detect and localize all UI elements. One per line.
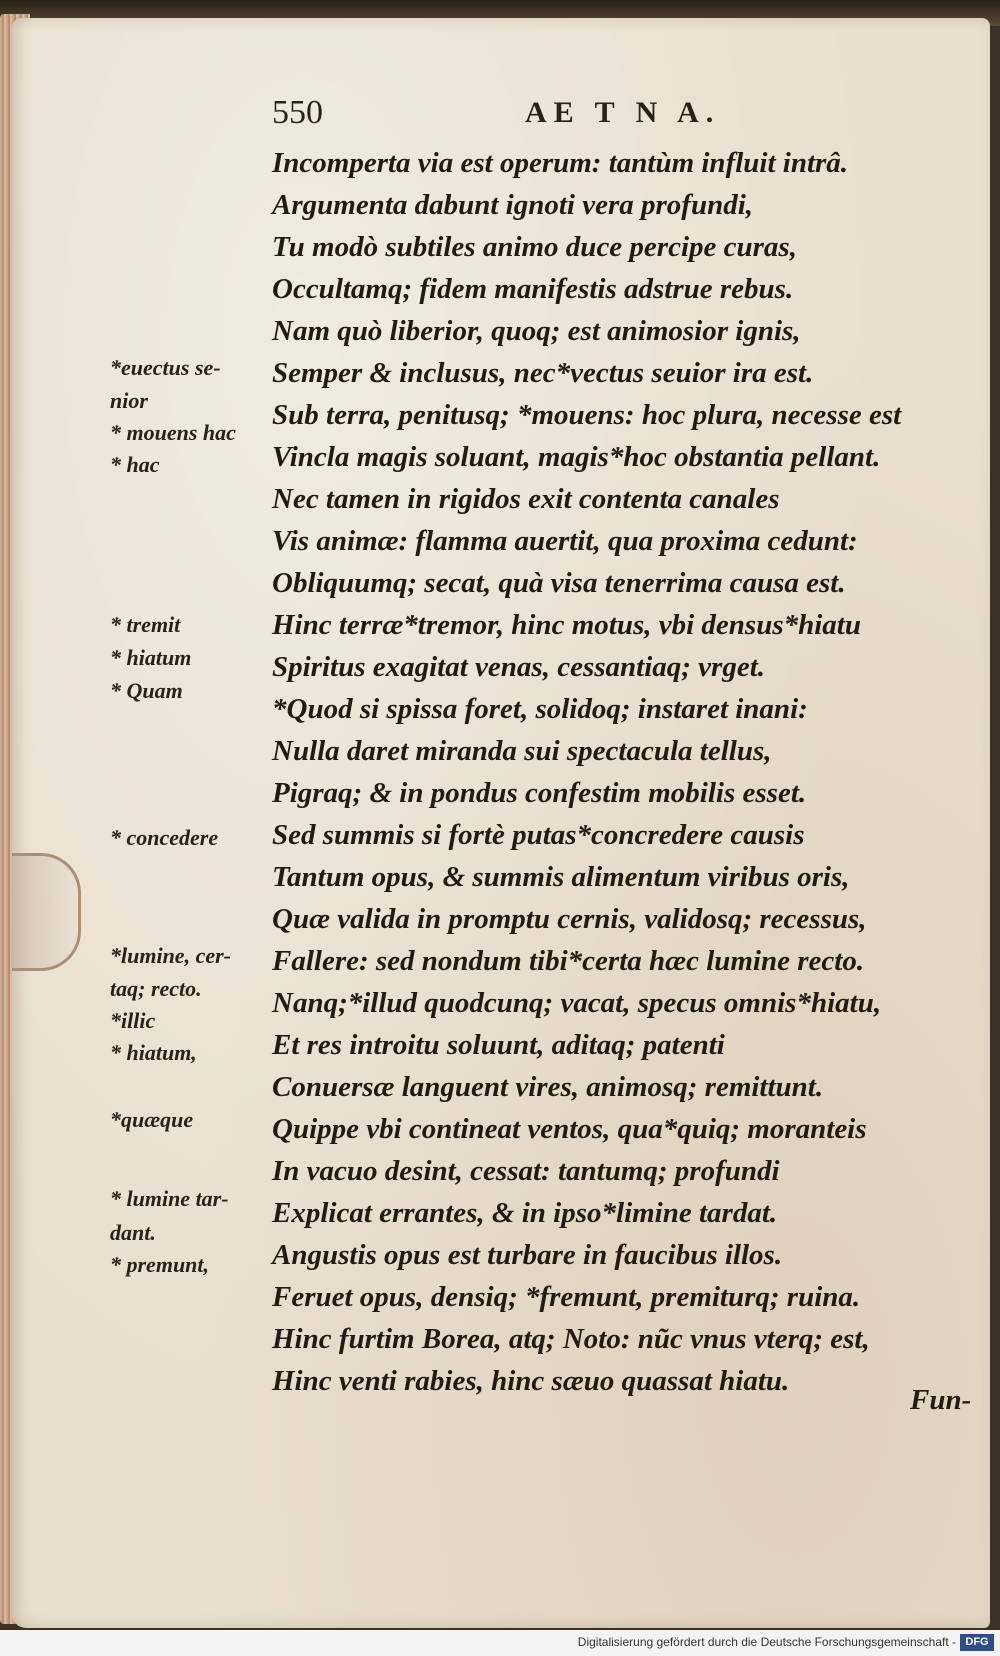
margin-note: *illic	[110, 1008, 156, 1033]
margin-note: * lumine tar-	[110, 1186, 229, 1211]
verse-line: Quæ valida in promptu cernis, validosq; recessus,	[272, 903, 867, 935]
margin-note: * Quam	[110, 678, 183, 703]
margin-note: *euectus se-	[110, 355, 221, 380]
verse-line: Occultamq; fidem manifestis adstrue rebus.	[272, 273, 794, 305]
verse-line: Hinc furtim Borea, atq; Noto: nũc vnus vterq; est,	[272, 1323, 870, 1355]
verse-line: Obliquumq; secat, quà visa tenerrima causa est.	[272, 567, 846, 599]
verse-line: Sub terra, penitusq; *mouens: hoc plura, necesse est	[272, 399, 902, 431]
verse-line: Vis animæ: flamma auertit, qua proxima cedunt:	[272, 525, 858, 557]
margin-note: * mouens hac	[110, 420, 236, 445]
verse-line: Quippe vbi contineat ventos, qua*quiq; moranteis	[272, 1113, 867, 1145]
verse-line: *Quod si spissa foret, solidoq; instaret inani:	[272, 693, 808, 725]
verse-line: Hinc venti rabies, hinc sæuo quassat hiatu.	[272, 1365, 790, 1397]
margin-note: *lumine, cer-	[110, 943, 231, 968]
margin-note: * tremit	[110, 612, 181, 637]
verse-line: Vincla magis soluant, magis*hoc obstantia pellant.	[272, 441, 881, 473]
margin-note: nior	[110, 388, 148, 413]
verse-line: Conuersæ languent vires, animosq; remittunt.	[272, 1071, 824, 1103]
verse-line: In vacuo desint, cessat: tantumq; profundi	[272, 1155, 780, 1187]
verse-line: Et res introitu soluunt, aditaq; patenti	[272, 1029, 725, 1061]
verse-line: Incomperta via est operum: tantùm influit intrâ.	[272, 147, 849, 179]
margin-note: * hiatum,	[110, 1040, 197, 1065]
digitization-footer	[0, 1630, 1000, 1656]
verse-line: Nam quò liberior, quoq; est animosior ignis,	[272, 315, 801, 347]
book-clasp	[12, 853, 81, 971]
verse-line: Pigraq; & in pondus confestim mobilis esset.	[272, 777, 807, 809]
verse-line: Tu modò subtiles animo duce percipe curas,	[272, 231, 797, 263]
verse-line: Tantum opus, & summis alimentum viribus oris,	[272, 861, 850, 893]
verse-line: Nec tamen in rigidos exit contenta canales	[272, 483, 780, 515]
verse-line: Argumenta dabunt ignoti vera profundi,	[272, 189, 754, 221]
margin-note: * premunt,	[110, 1252, 210, 1277]
margin-note: dant.	[110, 1220, 156, 1245]
verse-line: Semper & inclusus, nec*vectus seuior ira est.	[272, 357, 814, 389]
verse-line: Fallere: sed nondum tibi*certa hæc lumine recto.	[272, 945, 865, 977]
dfg-logo[interactable]: DFG	[960, 1634, 994, 1651]
margin-note: * hiatum	[110, 645, 192, 670]
margin-note: * concedere	[110, 825, 219, 850]
margin-note: *quæque	[110, 1107, 194, 1132]
verse-line: Sed summis si fortè putas*concredere causis	[272, 819, 805, 851]
funding-credit: Digitalisierung gefördert durch die Deutsche Forschungsgemeinschaft -	[577, 1635, 956, 1649]
catchword: Fun-	[910, 1384, 972, 1416]
running-title: AE T N A.	[525, 96, 721, 129]
verse-line: Nulla daret miranda sui spectacula tellus,	[272, 735, 772, 767]
margin-note: taq; recto.	[110, 976, 202, 1001]
verse-line: Angustis opus est turbare in faucibus illos.	[272, 1239, 783, 1271]
verse-text	[272, 142, 982, 1402]
verse-line: Nanq;*illud quodcunq; vacat, specus omnis*hiatu,	[272, 987, 882, 1019]
page-number: 550	[272, 94, 323, 131]
verse-line: Hinc terræ*tremor, hinc motus, vbi densus*hiatu	[272, 609, 861, 641]
verse-line: Explicat errantes, & in ipso*limine tardat.	[272, 1197, 778, 1229]
margin-note: * hac	[110, 452, 160, 477]
verse-line: Spiritus exagitat venas, cessantiaq; vrget.	[272, 651, 765, 683]
running-head	[0, 94, 1000, 134]
verse-line: Feruet opus, densiq; *fremunt, premiturq; ruina.	[272, 1281, 861, 1313]
